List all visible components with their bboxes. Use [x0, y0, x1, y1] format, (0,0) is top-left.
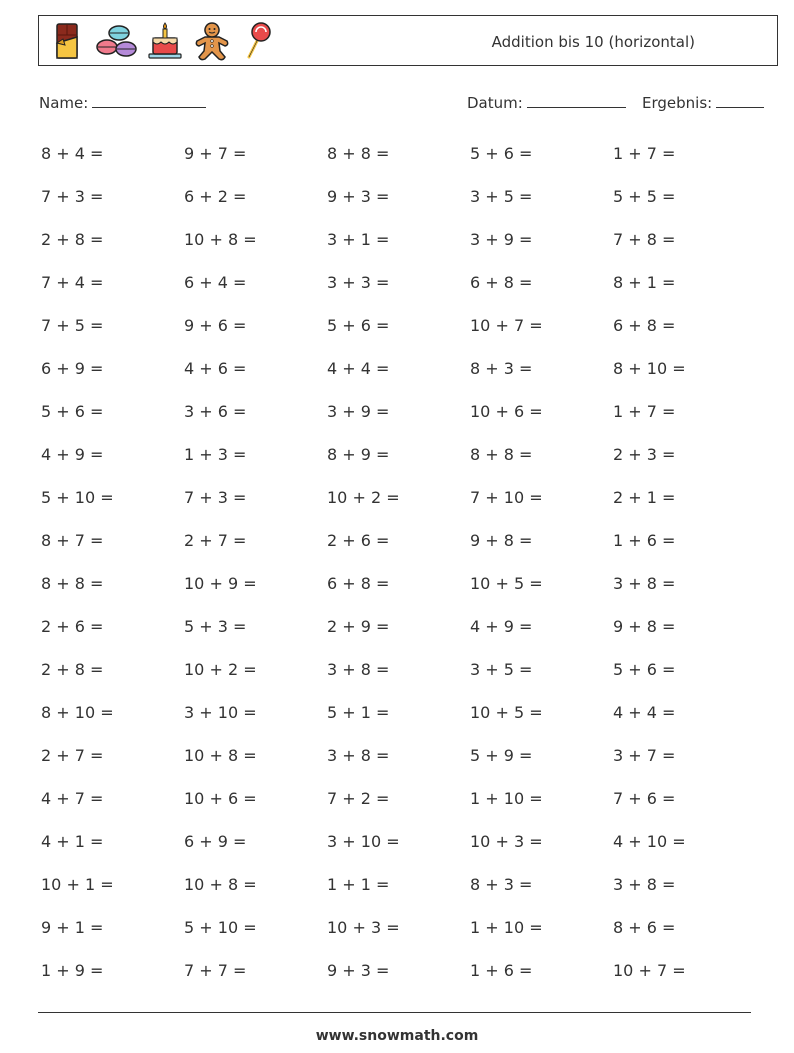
problem-item: 10 + 6 =	[184, 789, 257, 808]
problem-item: 5 + 10 =	[184, 918, 257, 937]
problem-row	[41, 143, 761, 186]
chocolate-bar-icon	[49, 21, 85, 61]
problem-item: 5 + 6 =	[470, 144, 533, 163]
problem-item: 2 + 6 =	[41, 617, 104, 636]
problem-item: 10 + 8 =	[184, 875, 257, 894]
problem-item: 5 + 6 =	[41, 402, 104, 421]
problem-item: 8 + 1 =	[613, 273, 676, 292]
problem-item: 7 + 3 =	[184, 488, 247, 507]
problem-item: 8 + 3 =	[470, 875, 533, 894]
problem-item: 10 + 7 =	[470, 316, 543, 335]
problem-item: 5 + 3 =	[184, 617, 247, 636]
problem-item: 1 + 9 =	[41, 961, 104, 980]
problem-row	[41, 487, 761, 530]
problem-item: 7 + 4 =	[41, 273, 104, 292]
footer-url: www.snowmath.com	[315, 1028, 479, 1044]
problem-item: 6 + 4 =	[184, 273, 247, 292]
problem-item: 6 + 2 =	[184, 187, 247, 206]
date-field[interactable]	[467, 94, 626, 112]
problem-item: 3 + 9 =	[327, 402, 390, 421]
worksheet-header	[38, 15, 778, 66]
problem-item: 5 + 9 =	[470, 746, 533, 765]
problem-item: 8 + 4 =	[41, 144, 104, 163]
problem-item: 8 + 10 =	[613, 359, 686, 378]
problem-item: 1 + 7 =	[613, 144, 676, 163]
problem-item: 9 + 3 =	[327, 961, 390, 980]
problem-item: 2 + 8 =	[41, 230, 104, 249]
problem-item: 10 + 2 =	[184, 660, 257, 679]
problem-item: 3 + 10 =	[327, 832, 400, 851]
problem-item: 9 + 8 =	[470, 531, 533, 550]
problem-item: 7 + 6 =	[613, 789, 676, 808]
problem-row	[41, 788, 761, 831]
problem-item: 7 + 5 =	[41, 316, 104, 335]
header-icons	[49, 21, 271, 61]
problem-row	[41, 917, 761, 960]
problem-item: 5 + 10 =	[41, 488, 114, 507]
gingerbread-man-icon	[193, 21, 231, 61]
problem-item: 2 + 1 =	[613, 488, 676, 507]
problem-item: 4 + 1 =	[41, 832, 104, 851]
problem-row	[41, 229, 761, 272]
problem-row	[41, 659, 761, 702]
problem-item: 5 + 1 =	[327, 703, 390, 722]
problem-item: 3 + 5 =	[470, 187, 533, 206]
macarons-icon	[95, 21, 137, 61]
problem-item: 4 + 10 =	[613, 832, 686, 851]
problem-item: 9 + 1 =	[41, 918, 104, 937]
problem-grid	[41, 143, 761, 1003]
problem-item: 9 + 7 =	[184, 144, 247, 163]
problem-item: 2 + 9 =	[327, 617, 390, 636]
problem-row	[41, 573, 761, 616]
problem-item: 6 + 9 =	[41, 359, 104, 378]
result-label: Ergebnis:	[642, 94, 713, 112]
problem-item: 5 + 6 =	[327, 316, 390, 335]
problem-item: 1 + 3 =	[184, 445, 247, 464]
problem-item: 1 + 7 =	[613, 402, 676, 421]
problem-item: 10 + 2 =	[327, 488, 400, 507]
date-label: Datum:	[467, 94, 523, 112]
problem-item: 10 + 8 =	[184, 230, 257, 249]
worksheet-title: Addition bis 10 (horizontal)	[491, 33, 695, 51]
problem-item: 2 + 7 =	[41, 746, 104, 765]
problem-row	[41, 186, 761, 229]
problem-item: 2 + 7 =	[184, 531, 247, 550]
problem-item: 3 + 3 =	[327, 273, 390, 292]
problem-item: 8 + 8 =	[41, 574, 104, 593]
problem-item: 10 + 7 =	[613, 961, 686, 980]
problem-item: 7 + 7 =	[184, 961, 247, 980]
problem-row	[41, 272, 761, 315]
problem-item: 8 + 8 =	[327, 144, 390, 163]
problem-item: 3 + 8 =	[613, 574, 676, 593]
problem-item: 6 + 8 =	[613, 316, 676, 335]
problem-item: 10 + 1 =	[41, 875, 114, 894]
problem-row	[41, 444, 761, 487]
problem-item: 3 + 9 =	[470, 230, 533, 249]
problem-item: 4 + 9 =	[41, 445, 104, 464]
problem-item: 8 + 3 =	[470, 359, 533, 378]
lollipop-icon	[241, 21, 271, 61]
date-line	[527, 95, 626, 108]
problem-item: 8 + 6 =	[613, 918, 676, 937]
problem-row	[41, 530, 761, 573]
problem-item: 3 + 10 =	[184, 703, 257, 722]
problem-item: 10 + 6 =	[470, 402, 543, 421]
result-line	[716, 95, 764, 108]
problem-item: 3 + 1 =	[327, 230, 390, 249]
problem-item: 4 + 7 =	[41, 789, 104, 808]
footer-divider	[38, 1012, 751, 1013]
problem-item: 1 + 10 =	[470, 918, 543, 937]
name-field[interactable]	[39, 94, 206, 112]
problem-item: 3 + 8 =	[327, 746, 390, 765]
problem-item: 7 + 10 =	[470, 488, 543, 507]
problem-row	[41, 745, 761, 788]
problem-row	[41, 616, 761, 659]
problem-row	[41, 315, 761, 358]
problem-item: 7 + 3 =	[41, 187, 104, 206]
problem-item: 7 + 8 =	[613, 230, 676, 249]
problem-item: 8 + 10 =	[41, 703, 114, 722]
problem-item: 10 + 3 =	[327, 918, 400, 937]
name-label: Name:	[39, 94, 89, 112]
problem-row	[41, 401, 761, 444]
problem-item: 3 + 7 =	[613, 746, 676, 765]
problem-item: 8 + 9 =	[327, 445, 390, 464]
problem-item: 3 + 5 =	[470, 660, 533, 679]
problem-item: 1 + 10 =	[470, 789, 543, 808]
problem-item: 6 + 9 =	[184, 832, 247, 851]
problem-item: 4 + 4 =	[613, 703, 676, 722]
problem-row	[41, 831, 761, 874]
problem-item: 3 + 8 =	[613, 875, 676, 894]
problem-item: 10 + 9 =	[184, 574, 257, 593]
problem-item: 9 + 8 =	[613, 617, 676, 636]
problem-item: 1 + 6 =	[613, 531, 676, 550]
problem-item: 1 + 6 =	[470, 961, 533, 980]
problem-item: 10 + 3 =	[470, 832, 543, 851]
problem-item: 6 + 8 =	[470, 273, 533, 292]
problem-item: 3 + 6 =	[184, 402, 247, 421]
problem-item: 2 + 3 =	[613, 445, 676, 464]
birthday-cake-icon	[147, 21, 183, 61]
problem-item: 8 + 8 =	[470, 445, 533, 464]
result-field[interactable]	[642, 94, 764, 112]
problem-item: 9 + 6 =	[184, 316, 247, 335]
problem-item: 7 + 2 =	[327, 789, 390, 808]
problem-item: 6 + 8 =	[327, 574, 390, 593]
problem-row	[41, 874, 761, 917]
problem-item: 10 + 8 =	[184, 746, 257, 765]
problem-row	[41, 702, 761, 745]
problem-item: 5 + 6 =	[613, 660, 676, 679]
problem-item: 4 + 6 =	[184, 359, 247, 378]
problem-row	[41, 358, 761, 401]
name-line	[92, 95, 206, 108]
problem-item: 8 + 7 =	[41, 531, 104, 550]
problem-item: 5 + 5 =	[613, 187, 676, 206]
problem-item: 10 + 5 =	[470, 574, 543, 593]
problem-item: 10 + 5 =	[470, 703, 543, 722]
problem-item: 3 + 8 =	[327, 660, 390, 679]
problem-item: 9 + 3 =	[327, 187, 390, 206]
problem-row	[41, 960, 761, 1003]
problem-item: 1 + 1 =	[327, 875, 390, 894]
problem-item: 2 + 8 =	[41, 660, 104, 679]
problem-item: 2 + 6 =	[327, 531, 390, 550]
problem-item: 4 + 9 =	[470, 617, 533, 636]
problem-item: 4 + 4 =	[327, 359, 390, 378]
